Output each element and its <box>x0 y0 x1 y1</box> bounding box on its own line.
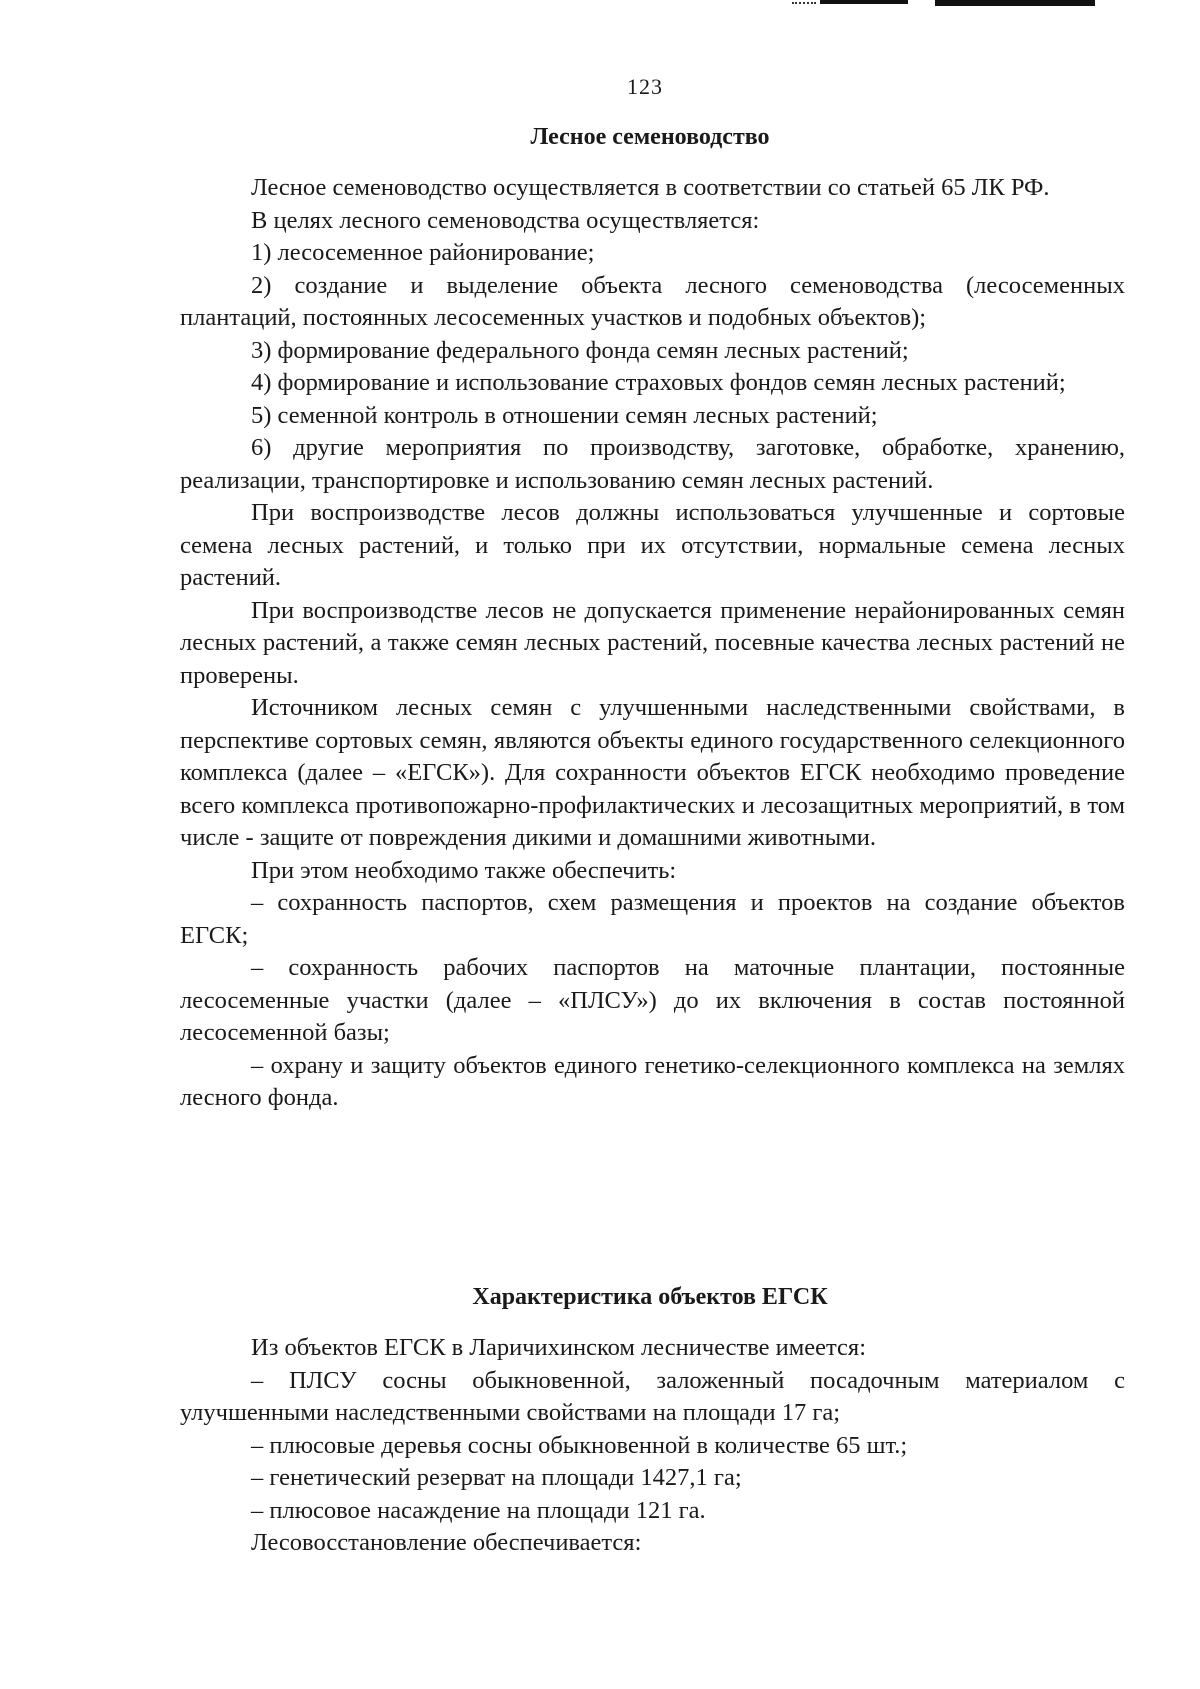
section-heading-egsk-objects: Характеристика объектов ЕГСК <box>472 1284 828 1310</box>
list-item: 2) создание и выделение объекта лесного семеноводства (лесосеменных плантаций, постоянных лесосеменных участков и подобных объектов); <box>180 271 1125 331</box>
section-heading-forest-seed-production: Лесное семеноводство <box>530 124 770 150</box>
list-item: – генетический резерват на площади 1427,1 га; <box>251 1464 742 1491</box>
paragraph: Лесное семеноводство осуществляется в соответствии со статьей 65 ЛК РФ. <box>251 174 1050 201</box>
list-item: 4) формирование и использование страховых фондов семян лесных растений; <box>251 369 1066 396</box>
paragraph: При воспроизводстве лесов не допускается применение нерайонированных семян лесных растений, а также семян лесных растений, посевные качества лесных растений не проверены. <box>180 596 1125 689</box>
paragraph: При воспроизводстве лесов должны использоваться улучшенные и сортовые семена лесных растений, и только при их отсутствии, нормальные семена лесных растений. <box>180 499 1125 591</box>
list-item: – сохранность паспортов, схем размещения и проектов на создание объектов ЕГСК; <box>180 889 1125 949</box>
section-body-forest-seed-production <box>180 172 1125 1115</box>
paragraph: Лесовосстановление обеспечивается: <box>251 1529 642 1556</box>
list-item: 3) формирование федерального фонда семян лесных растений; <box>251 336 909 364</box>
list-item: 1) лесосеменное районирование; <box>251 239 595 266</box>
paragraph: Из объектов ЕГСК в Ларичихинском лесничестве имеется: <box>251 1334 867 1361</box>
list-item: – охрану и защиту объектов единого генетико-селекционного комплекса на землях лесного фонда. <box>180 1051 1125 1111</box>
section-body-egsk-objects <box>180 1332 1125 1560</box>
paragraph: При этом необходимо также обеспечить: <box>251 856 677 884</box>
list-item: – ПЛСУ сосны обыкновенной, заложенный посадочным материалом с улучшенными наследственными свойствами на площади 17 га; <box>180 1366 1125 1426</box>
page-number: 123 <box>627 74 663 99</box>
list-item: 5) семенной контроль в отношении семян лесных растений; <box>251 401 878 429</box>
list-item: – плюсовые деревья сосны обыкновенной в количестве 65 шт.; <box>251 1431 908 1459</box>
list-item: 6) другие мероприятия по производству, заготовке, обработке, хранению, реализации, транспортировке и использованию семян лесных растений. <box>180 434 1125 494</box>
scan-artifact-bar <box>820 0 908 4</box>
paragraph: Источником лесных семян с улучшенными наследственными свойствами, в перспективе сортовых семян, являются объекты единого государственного селекционного комплекса (далее – «ЕГСК»). Для сохранности объектов ЕГСК необходимо проведение всего комплекса противопожарно-профилактических и лесозащитных мероприятий, в том числе - защите от повреждения дикими и домашними животными. <box>180 694 1125 851</box>
list-item: – плюсовое насаждение на площади 121 га. <box>251 1496 706 1524</box>
paragraph: В целях лесного семеноводства осуществляется: <box>251 206 760 234</box>
list-item: – сохранность рабочих паспортов на маточные плантации, постоянные лесосеменные участки (далее – «ПЛСУ») до их включения в состав постоянной лесосеменной базы; <box>180 954 1125 1046</box>
scan-artifact-bar <box>935 0 1095 6</box>
scan-artifact-dots <box>792 2 816 6</box>
